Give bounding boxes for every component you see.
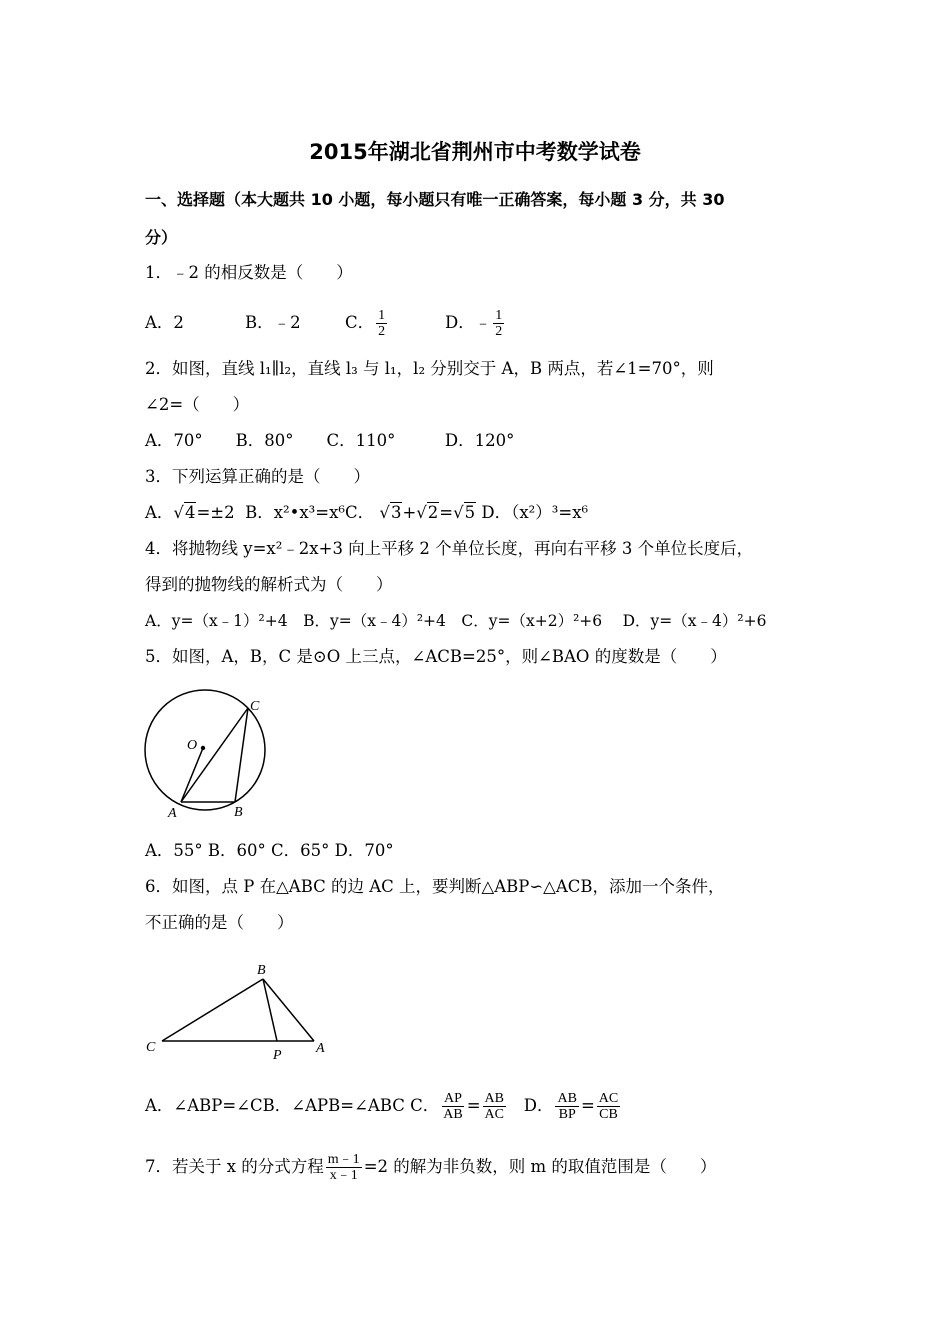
option-b: B．x²•x³=x⁶	[245, 503, 346, 522]
question-3-stem: 3．下列运算正确的是（ ）	[145, 467, 370, 486]
sqrt-symbol: √4	[173, 503, 196, 522]
circle-shape	[145, 690, 265, 810]
question-7-prefix: 7．若关于 x 的分式方程	[145, 1157, 324, 1176]
fraction-num: AP	[444, 1091, 462, 1106]
fraction-num: AC	[598, 1091, 619, 1106]
label-b: B	[234, 805, 243, 820]
question-6-options	[145, 1088, 622, 1124]
label-a: A	[168, 806, 177, 820]
equals-sign: =	[466, 1096, 481, 1115]
question-6-stem-cont: 不正确的是（ ）	[145, 913, 294, 932]
radicand: 2	[427, 503, 439, 522]
sqrt-symbol: √3	[379, 503, 402, 522]
option-a: A．2	[145, 313, 184, 332]
radicand: 3	[390, 503, 402, 522]
fraction-num: m﹣1	[327, 1152, 360, 1167]
fraction-num: 1	[495, 308, 503, 323]
label-o: O	[187, 738, 198, 753]
question-5-stem: 5．如图，A，B，C 是⊙O 上三点，∠ACB=25°，则∠BAO 的度数是（ ）	[145, 647, 727, 666]
fraction	[493, 308, 504, 339]
plus-sign: +	[402, 503, 417, 522]
question-1-options	[145, 308, 506, 339]
fraction-num: AB	[484, 1091, 504, 1106]
option-c	[345, 308, 445, 339]
question-3-options	[145, 502, 588, 524]
section-heading-cont: 分）	[145, 228, 178, 247]
fraction	[555, 1091, 578, 1122]
page-title: 2015年湖北省荆州市中考数学试卷	[309, 140, 641, 164]
center-dot	[201, 746, 205, 750]
segment-bc	[235, 708, 248, 802]
label-a: A	[316, 1041, 325, 1056]
segment-ac	[181, 708, 248, 802]
label-b: B	[257, 963, 266, 978]
fraction-num: AB	[557, 1091, 577, 1106]
question-2-options: A．70° B．80° C．110° D．120°	[145, 431, 515, 450]
sqrt-symbol: √2	[416, 503, 439, 522]
question-6-stem: 6．如图，点 P 在△ABC 的边 AC 上，要判断△ABP∽△ACB，添加一个条件，	[145, 877, 725, 896]
fraction	[376, 308, 387, 339]
fraction	[441, 1091, 464, 1122]
label-c: C	[250, 699, 260, 714]
fraction	[326, 1152, 362, 1183]
question-4-stem-cont: 得到的抛物线的解析式为（ ）	[145, 575, 393, 594]
question-1-stem: 1．﹣2 的相反数是（ ）	[145, 263, 353, 282]
fraction-den: AB	[443, 1107, 463, 1122]
option-b: B．∠APB=∠ABC	[262, 1096, 405, 1115]
circle-figure	[138, 686, 278, 820]
fraction-den: CB	[599, 1107, 618, 1122]
option-c-label: C．	[345, 313, 375, 332]
segment-cb	[162, 979, 263, 1041]
option-d-label: D．	[445, 313, 475, 332]
question-7-suffix: =2 的解为非负数，则 m 的取值范围是（ ）	[363, 1157, 717, 1176]
question-4-stem: 4．将抛物线 y=x²﹣2x+3 向上平移 2 个单位长度，再向右平移 3 个单位长度后，	[145, 539, 754, 558]
label-c: C	[146, 1040, 156, 1055]
fraction	[597, 1091, 620, 1122]
fraction	[483, 1091, 506, 1122]
option-b: B．﹣2	[245, 313, 301, 332]
question-2-stem: 2．如图，直线 l₁∥l₂，直线 l₃ 与 l₁，l₂ 分别交于 A，B 两点，若∠1=70°，则	[145, 359, 714, 378]
radicand: 5	[464, 503, 476, 522]
triangle-figure	[140, 958, 340, 1066]
fraction-den: AC	[484, 1107, 504, 1122]
question-4-options: A．y=（x﹣1）²+4 B．y=（x﹣4）²+4 C．y=（x+2）²+6 D．y=（x﹣4）²+6	[145, 612, 767, 630]
option-a-label: A．	[145, 503, 174, 522]
equals-sign: =	[580, 1096, 595, 1115]
option-d: D．（x²）³=x⁶	[481, 503, 589, 522]
question-2-stem-cont: ∠2=（ ）	[145, 395, 250, 414]
question-5-options: A．55° B．60° C．65° D．70°	[145, 841, 394, 860]
minus-sign: ﹣	[474, 313, 492, 332]
option-c-label: C．	[345, 503, 375, 522]
section-heading: 一、选择题（本大题共 10 小题，每小题只有唯一正确答案，每小题 3 分，共 30	[145, 190, 725, 209]
option-a-rest: =±2	[196, 503, 235, 522]
fraction-num: 1	[378, 308, 386, 323]
fraction-den: BP	[558, 1107, 576, 1122]
option-a: A．∠ABP=∠C	[145, 1096, 263, 1115]
label-p: P	[273, 1048, 282, 1063]
radicand: 4	[184, 503, 196, 522]
fraction-den: x﹣1	[329, 1168, 358, 1183]
question-7-stem	[145, 1150, 716, 1184]
option-d-label: D．	[523, 1096, 554, 1115]
fraction-den: 2	[495, 324, 503, 339]
option-c-label: C．	[410, 1096, 440, 1115]
option-d	[445, 308, 506, 339]
sqrt-symbol: √5	[453, 503, 476, 522]
fraction-den: 2	[378, 324, 386, 339]
equals-sign: =	[439, 503, 454, 522]
